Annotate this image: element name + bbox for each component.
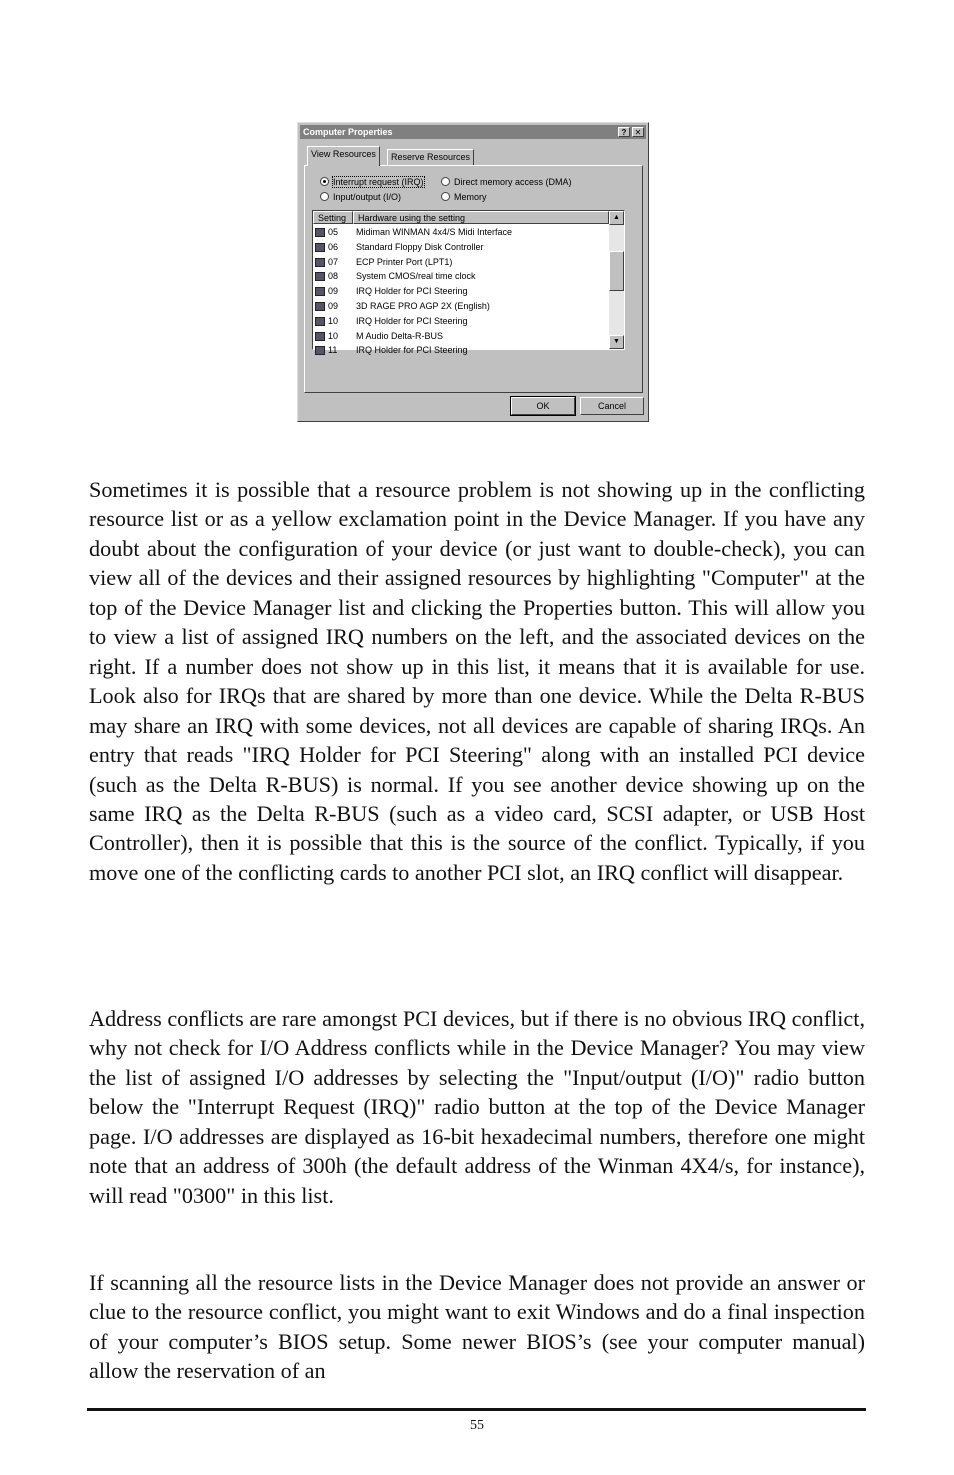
scroll-down-icon[interactable]: ▼	[609, 335, 624, 349]
row-hardware: IRQ Holder for PCI Steering	[356, 286, 468, 297]
row-setting: 06	[328, 241, 339, 252]
radio-memory-label: Memory	[454, 192, 487, 202]
row-hardware: M Audio Delta-R-BUS	[356, 330, 444, 341]
row-hardware: 3D RAGE PRO AGP 2X (English)	[356, 300, 490, 311]
computer-icon	[315, 287, 325, 296]
display-icon	[315, 302, 325, 311]
row-setting: 07	[328, 256, 339, 267]
row-hardware: Midiman WINMAN 4x4/S Midi Interface	[356, 227, 513, 237]
radio-icon	[441, 177, 450, 186]
list-item[interactable]	[313, 329, 609, 344]
row-hardware: System CMOS/real time clock	[356, 271, 476, 282]
row-setting: 10	[328, 330, 339, 341]
resource-rows	[313, 225, 609, 358]
radio-selected-icon	[320, 177, 329, 186]
dialog-title: Computer Properties	[303, 127, 393, 137]
scroll-up-icon[interactable]: ▲	[609, 211, 624, 225]
list-item[interactable]	[313, 343, 609, 358]
device-icon	[315, 228, 325, 237]
row-setting: 05	[328, 227, 339, 237]
radio-icon	[320, 192, 329, 201]
radio-dma-label: Direct memory access (DMA)	[454, 177, 572, 187]
list-item[interactable]	[313, 314, 609, 329]
paragraph-bios-setup: If scanning all the resource lists in the Device Manager does not provide an answer or clue to the resource conflict, you might want to exit Windows and do a final inspection of your computer’s BIOS setup. Some newer BIOS’s (see your computer manual) allow the reservation of an	[89, 1270, 865, 1384]
resource-list[interactable]	[312, 210, 625, 356]
row-setting: 11	[328, 345, 338, 356]
radio-io-label: Input/output (I/O)	[333, 192, 402, 202]
list-item[interactable]	[313, 299, 609, 314]
page-number: 55	[470, 1418, 484, 1433]
column-header-setting[interactable]: Setting	[313, 211, 353, 224]
ok-button[interactable]: OK	[511, 397, 575, 415]
radio-memory[interactable]	[441, 192, 487, 203]
radio-irq-label: Interrupt request (IRQ)	[333, 177, 424, 187]
list-item[interactable]	[313, 284, 609, 299]
row-setting: 09	[328, 286, 339, 297]
cancel-button[interactable]: Cancel	[580, 397, 644, 415]
floppy-icon	[315, 243, 325, 252]
tab-reserve-resources[interactable]: Reserve Resources	[387, 149, 474, 165]
row-hardware: Standard Floppy Disk Controller	[356, 241, 484, 252]
computer-icon	[315, 317, 325, 326]
radio-irq[interactable]	[320, 177, 424, 188]
computer-icon	[315, 272, 325, 281]
radio-io[interactable]	[320, 192, 401, 203]
row-hardware: IRQ Holder for PCI Steering	[356, 315, 468, 326]
row-setting: 09	[328, 300, 339, 311]
scroll-thumb[interactable]	[609, 251, 624, 291]
sound-card-icon	[315, 332, 325, 341]
paragraph-address-conflicts: Address conflicts are rare amongst PCI devices, but if there is no obvious IRQ conflict, why not check for I/O Address conflicts while in the Device Manager? You may view the list of assigned I/O addresses by selecting the "Input/output (I/O)" radio button below the "Interrupt Request (IRQ)" radio button at the top of the Device Manager page. I/O addresses are displayed as 16-bit hexadecimal numbers, therefore one might note that an address of 300h (the default address of the Winman 4X4/s, for instance), will read "0300" in this list.	[89, 1006, 865, 1208]
list-item[interactable]	[313, 225, 609, 240]
dialog-titlebar	[300, 125, 646, 139]
row-hardware: IRQ Holder for PCI Steering	[356, 345, 468, 356]
list-item[interactable]	[313, 269, 609, 284]
help-button[interactable]: ?	[618, 127, 630, 137]
list-item[interactable]	[313, 240, 609, 255]
close-button[interactable]: ✕	[632, 127, 644, 137]
list-scrollbar[interactable]	[609, 211, 624, 349]
paragraph-resource-list: Sometimes it is possible that a resource problem is not showing up in the conflicting resource list or as a yellow exclamation point in the Device Manager. If you have any doubt about the configuration of your device (or just want to double-check), you can view all of the devices and their assigned resources by highlighting "Computer" at the top of the Device Manager list and clicking the Properties button. This will allow you to view a list of assigned IRQ numbers on the left, and the associated devices on the right. If a number does not show up in this list, it means that it is available for use. Look also for IRQs that are shared by more than one device. While the Delta R-BUS may share an IRQ with some devices, not all devices are capable of sharing IRQs. An entry that reads "IRQ Holder for PCI Steering" along with an installed PCI device (such as the Delta R-BUS) is normal. If you see another device showing up on the same IRQ as the Delta R-BUS (such as a video card, SCSI adapter, or USB Host Controller), then it is possible that this is the source of the conflict. Typically, if you move one of the conflicting cards to another PCI slot, an IRQ conflict will disappear.	[89, 477, 865, 885]
radio-icon	[441, 192, 450, 201]
computer-icon	[315, 346, 325, 355]
tab-view-resources[interactable]: View Resources	[307, 146, 380, 166]
list-item[interactable]	[313, 255, 609, 270]
row-setting: 08	[328, 271, 339, 282]
column-header-hardware[interactable]: Hardware using the setting	[353, 211, 609, 224]
row-setting: 10	[328, 315, 339, 326]
computer-properties-dialog	[297, 122, 649, 422]
footer-rule	[87, 1408, 866, 1411]
radio-dma[interactable]	[441, 177, 572, 188]
printer-port-icon	[315, 258, 325, 267]
row-hardware: ECP Printer Port (LPT1)	[356, 256, 453, 267]
